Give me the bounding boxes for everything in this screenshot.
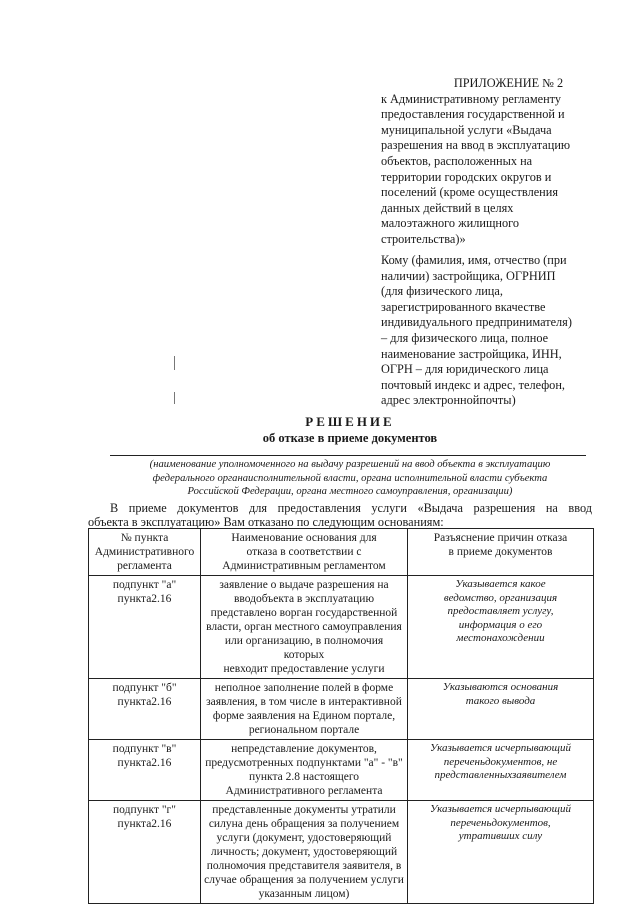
intro-line: В приеме документов для предоставления услуги «Выдача разрешения на ввод	[110, 501, 592, 515]
cell-line: пункта2.16	[117, 593, 172, 605]
table-row	[89, 740, 594, 801]
explanation-cell	[408, 740, 594, 801]
cell-line: неполное заполнение полей в форме	[214, 682, 394, 694]
explanation-cell	[408, 576, 594, 679]
cell-line: власти, орган местного самоуправления	[206, 621, 402, 633]
recipient-line: зарегистрированного вкачестве	[381, 299, 546, 314]
cell-line: форме заявления на Едином портале,	[212, 710, 396, 722]
header-line: Административного	[94, 546, 195, 558]
cell-line: предоставляет услугу,	[447, 605, 554, 617]
cell-line: Указываются основания	[442, 681, 559, 693]
cell-line: случае обращения за получением услуги	[204, 874, 404, 886]
recipient-line: адрес электроннойпочты)	[381, 393, 516, 408]
clause-number-cell	[89, 801, 201, 904]
refusal-grounds-table	[88, 528, 594, 904]
cell-line: представленные документы утратили	[212, 804, 396, 816]
cell-line: пункта2.16	[117, 818, 172, 830]
clause-number-cell	[89, 740, 201, 801]
cell-line: личность; документ, удостоверяющий	[210, 846, 398, 858]
cell-line: заявление о выдаче разрешения на	[219, 579, 389, 591]
appendix-line: к Административному регламенту	[381, 91, 562, 106]
table-header-row	[89, 529, 594, 576]
cell-line: Указывается исчерпывающий	[430, 742, 571, 754]
recipient-line: почтовый индекс и адрес, телефон,	[381, 377, 565, 392]
scan-artifact-mark	[174, 392, 175, 404]
header-ground-name	[201, 529, 408, 576]
header-clause-number	[89, 529, 201, 576]
cell-line: невходит предоставление услуги	[223, 663, 385, 675]
clause-number-cell	[89, 576, 201, 679]
cell-line: подпункт "г"	[113, 804, 176, 816]
table-row	[89, 801, 594, 904]
decision-title: РЕШЕНИЕ	[305, 414, 395, 429]
table-row	[89, 576, 594, 679]
explanation-cell	[408, 679, 594, 740]
recipient-block	[381, 253, 601, 409]
cell-line: такого вывода	[465, 694, 536, 707]
cell-line: подпункт "а"	[112, 579, 177, 591]
recipient-line: Кому (фамилия, имя, отчество (при	[381, 253, 567, 267]
header-line: Разъяснение причин отказа	[433, 532, 568, 544]
cell-line: Административного регламента	[225, 785, 383, 797]
appendix-line: муниципальной услуги «Выдача	[381, 122, 552, 137]
ground-name-cell	[201, 679, 408, 740]
intro-line: объекта в эксплуатацию» Вам отказано по следующим основаниям:	[88, 515, 444, 529]
cell-line: переченьдокументов,	[450, 816, 551, 829]
cell-line: указанным лицом)	[258, 888, 350, 900]
header-line: № пункта	[120, 532, 169, 544]
appendix-line: территории городских округов и	[381, 169, 552, 184]
recipient-line: наличии) застройщика, ОГРНИП	[381, 268, 556, 283]
cell-line: местонахождении	[456, 632, 545, 644]
appendix-line: малоэтажного жилищного	[381, 216, 520, 231]
cell-line: услуги (документ, удостоверяющий	[216, 832, 392, 844]
cell-line: пункта2.16	[117, 757, 172, 769]
recipient-line: индивидуального предпринимателя)	[381, 315, 572, 330]
cell-line: информация о его	[458, 618, 543, 631]
authority-note-line: (наименование уполномоченного на выдачу разрешений на ввод объекта в эксплуатацию	[149, 459, 551, 470]
cell-line: пункта 2.8 настоящего	[248, 771, 360, 783]
cell-line: представленныхзаявителем	[434, 769, 567, 781]
scan-artifact-mark	[174, 356, 175, 370]
header-line: регламента	[117, 560, 172, 572]
cell-line: силуна день обращения за получением	[208, 818, 400, 830]
appendix-line: предоставления государственной и	[381, 107, 565, 122]
recipient-line: (для физического лица,	[381, 284, 503, 299]
cell-line: подпункт "в"	[112, 743, 177, 755]
cell-line: полномочия представителя заявителя, в	[206, 860, 402, 872]
cell-line: Указывается исчерпывающий	[430, 803, 571, 815]
cell-line: региональном портале	[248, 724, 360, 736]
authority-note-line: федерального органаисполнительной власти, органа исполнительной власти субъекта	[152, 472, 548, 484]
cell-line: предусмотренных подпунктами "а" - "в"	[205, 757, 403, 769]
authority-note-line: Российской Федерации, органа местного самоуправления, организации)	[187, 486, 513, 497]
table-row	[89, 679, 594, 740]
explanation-cell	[408, 801, 594, 904]
cell-line: подпункт "б"	[112, 682, 177, 694]
ground-name-cell	[201, 740, 408, 801]
cell-line: или организацию, в полномочия которых	[224, 635, 384, 661]
appendix-line: разрешения на ввод в эксплуатацию	[381, 138, 571, 153]
header-explanation	[408, 529, 594, 576]
cell-line: утративших силу	[458, 830, 543, 842]
authority-note	[110, 458, 590, 499]
appendix-line: данных действий в целях	[381, 200, 514, 215]
authority-underline	[110, 455, 586, 456]
header-line: Наименование основания для	[231, 532, 377, 544]
recipient-line: наименование застройщика, ИНН,	[381, 346, 562, 361]
clause-number-cell	[89, 679, 201, 740]
cell-line: заявления, в том числе в интерактивной	[206, 696, 402, 708]
intro-paragraph	[88, 501, 592, 529]
appendix-header	[381, 76, 596, 248]
header-line: в приеме документов	[448, 546, 553, 558]
cell-line: ведомство, организация	[443, 591, 558, 604]
appendix-line: строительства)»	[381, 231, 466, 246]
cell-line: переченьдокументов, не	[443, 755, 558, 768]
cell-line: представлено ворган государственной	[210, 607, 398, 619]
recipient-line: ОГРН – для юридического лица	[381, 362, 549, 377]
cell-line: непредставление документов,	[231, 743, 377, 755]
appendix-title: ПРИЛОЖЕНИЕ № 2	[453, 76, 564, 90]
cell-line: Указывается какое	[455, 578, 546, 590]
ground-name-cell	[201, 576, 408, 679]
header-line: Административным регламентом	[222, 560, 386, 572]
cell-line: вводобъекта в эксплуатацию	[233, 593, 375, 605]
recipient-line: – для физического лица, полное	[381, 330, 549, 345]
decision-subtitle: об отказе в приеме документов	[262, 431, 438, 445]
appendix-line: поселений (кроме осуществления	[381, 185, 558, 200]
cell-line: пункта2.16	[117, 696, 172, 708]
appendix-line: объектов, расположенных на	[381, 153, 533, 168]
header-line: отказа в соответствии с	[246, 546, 362, 558]
ground-name-cell	[201, 801, 408, 904]
